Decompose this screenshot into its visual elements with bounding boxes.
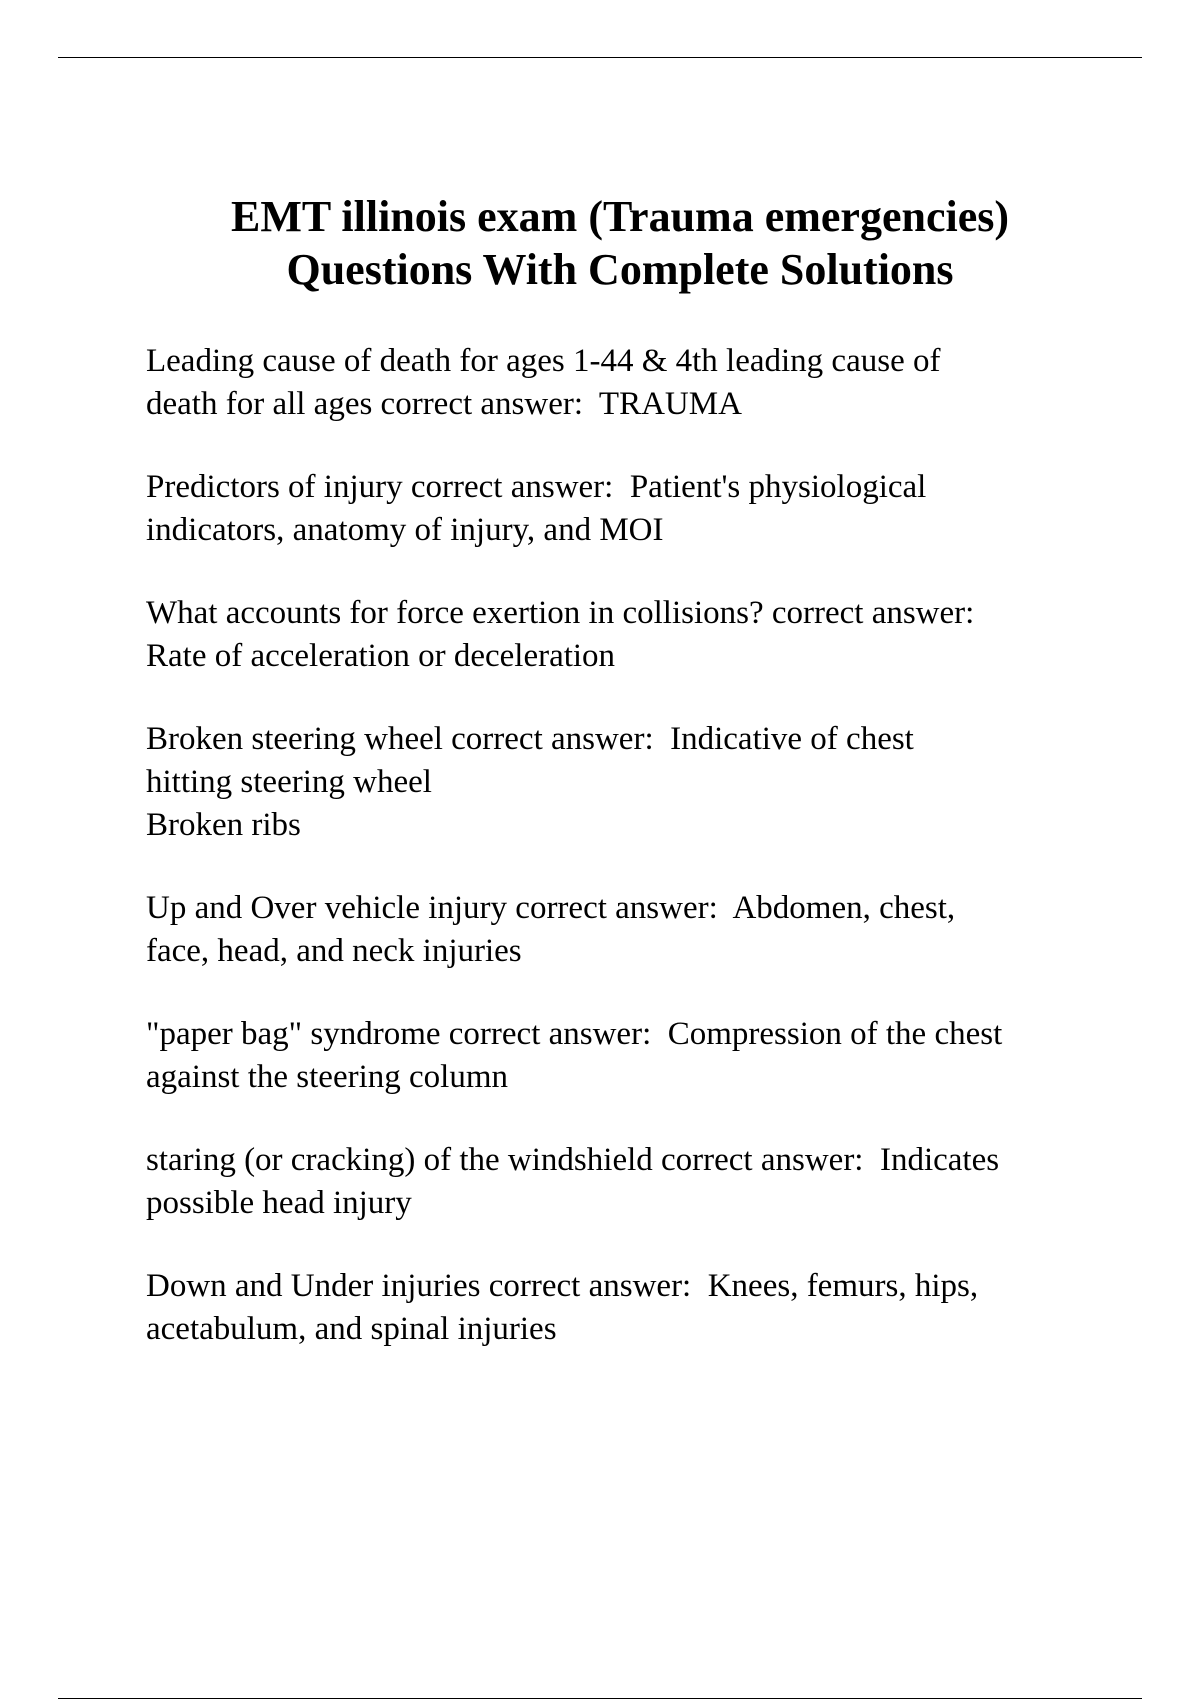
qa-item-1: Leading cause of death for ages 1-44 & 4th leading cause of death for all ages correct answer: TRAUMA [146,343,941,422]
top-divider [58,57,1142,58]
qa-item-4: Broken steering wheel correct answer: Indicative of chest hitting steering wheel Broken ribs [146,721,914,843]
bottom-divider [58,1698,1142,1699]
qa-list [146,340,1106,1391]
qa-item-7: staring (or cracking) of the windshield correct answer: Indicates possible head injury [146,1142,1000,1221]
page-title [100,190,1140,296]
qa-item-2: Predictors of injury correct answer: Patient's physiological indicators, anatomy of injury, and MOI [146,469,927,548]
title-line-2: Questions With Complete Solutions [286,245,954,294]
qa-item-5: Up and Over vehicle injury correct answer: Abdomen, chest, face, head, and neck injuries [146,890,956,969]
qa-item-6: "paper bag" syndrome correct answer: Compression of the chest against the steering column [146,1016,1003,1095]
qa-item-8: Down and Under injuries correct answer: Knees, femurs, hips, acetabulum, and spinal injuries [146,1268,979,1347]
qa-item-3: What accounts for force exertion in collisions? correct answer: Rate of acceleration or deceleration [146,595,975,674]
title-line-1: EMT illinois exam (Trauma emergencies) [230,192,1009,241]
